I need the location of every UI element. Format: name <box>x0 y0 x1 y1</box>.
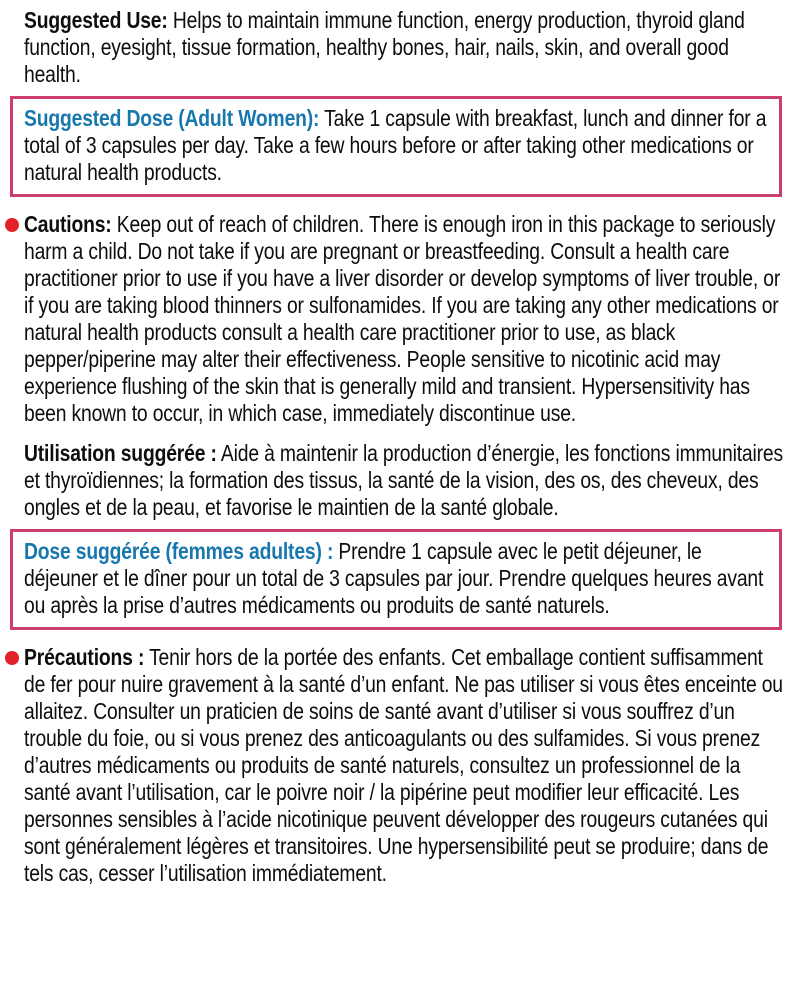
suggested-use-section-en <box>24 7 788 88</box>
suggested-dose-heading-fr: Dose suggérée (femmes adultes) : <box>24 538 334 564</box>
cautions-paragraph-en <box>24 211 788 427</box>
cautions-section-en <box>24 211 788 427</box>
suggested-use-text-fr: Aide à maintenir la production d’énergie, les fonctions immunitaires et thyroïdiennes; la formation des tissus, la santé de la vision, des os, des cheveux, des ongles et de la peau, et favorise le maintien de la santé globale. <box>24 440 783 520</box>
cautions-text-fr: Tenir hors de la portée des enfants. Cet emballage contient suffisamment de fer pour nuire gravement à la santé d’un enfant. Ne pas utiliser si vous êtes enceinte ou allaitez. Consulter un praticien de soins de santé avant d’utiliser si vous souffrez d’un trouble du foie, ou si vous prenez des anticoagulants ou des sulfamides. Si vous prenez d’autres médicaments ou produits de santé naturels, consultez un professionnel de la santé avant l’utilisation, car le poivre noir / la pipérine peut modifier leur efficacité. Les personnes sensibles à l’acide nicotinique peuvent développer des rougeurs cutanées qui sont généralement légères et transitoires. Une hypersensibilité peut se produire; dans de tels cas, cesser l’utilisation immédiatement. <box>24 644 783 886</box>
suggested-use-heading-en: Suggested Use: <box>24 7 168 33</box>
suggested-use-heading-fr: Utilisation suggérée : <box>24 440 217 466</box>
cautions-section-fr <box>24 644 788 887</box>
suggested-use-paragraph-fr <box>24 440 788 521</box>
red-bullet-icon <box>5 218 19 232</box>
cautions-heading-fr: Précautions : <box>24 644 145 670</box>
suggested-dose-paragraph-en <box>24 105 769 186</box>
cautions-text-en: Keep out of reach of children. There is enough iron in this package to seriously harm a child. Do not take if you are pregnant or breastfeeding. Consult a health care practitioner prior to use if you have a liver disorder or develop symptoms of liver trouble, or if you are taking blood thinners or sulfonamides. If you are taking any other medications or natural health products consult a health care practitioner prior to use, as black pepper/piperine may alter their effectiveness. People sensitive to nicotinic acid may experience flushing of the skin that is generally mild and transient. Hypersensitivity has been known to occur, in which case, immediately discontinue use. <box>24 211 781 426</box>
suggested-use-paragraph-en <box>24 7 788 88</box>
cautions-heading-en: Cautions: <box>24 211 112 237</box>
suggested-dose-box-fr <box>10 529 782 630</box>
suggested-use-section-fr <box>24 440 788 521</box>
suggested-dose-heading-en: Suggested Dose (Adult Women): <box>24 105 320 131</box>
suggested-use-text-en: Helps to maintain immune function, energy production, thyroid gland function, eyesight, tissue formation, healthy bones, hair, nails, skin, and overall good health. <box>24 7 745 87</box>
suggested-dose-text-fr: Prendre 1 capsule avec le petit déjeuner, le déjeuner et le dîner pour un total de 3 capsules par jour. Prendre quelques heures avant ou après la prise d’autres médicaments ou produits de santé naturels. <box>24 538 764 618</box>
suggested-dose-text-en: Take 1 capsule with breakfast, lunch and dinner for a total of 3 capsules per day. Take a few hours before or after taking other medications or natural health products. <box>24 105 767 185</box>
cautions-paragraph-fr <box>24 644 788 887</box>
suggested-dose-box-en <box>10 96 782 197</box>
suggested-dose-paragraph-fr <box>24 538 769 619</box>
red-bullet-icon <box>5 651 19 665</box>
